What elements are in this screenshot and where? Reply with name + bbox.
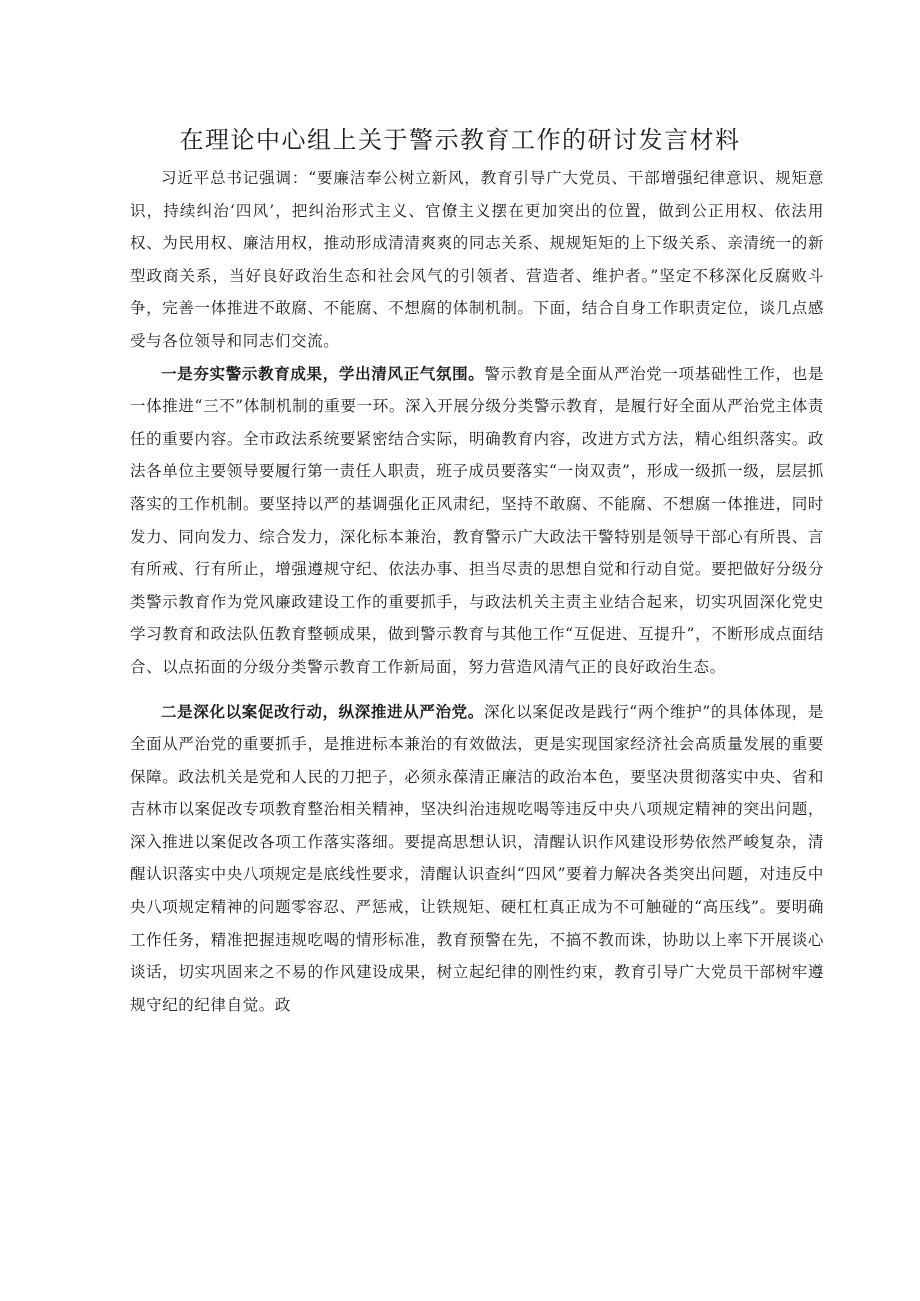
document-body	[130, 162, 824, 1021]
paragraph-point-one-heading: 一是夯实警示教育成果，学出清风正气氛围。	[161, 363, 485, 383]
paragraph-point-two	[130, 696, 824, 1022]
paragraph-point-two-text: 深化以案促改是践行“两个维护”的具体体现，是全面从严治党的重要抓手，是推进标本兼治的有效做法，更是实现国家经济社会高质量发展的重要保障。政法机关是党和人民的刀把子，必须永葆清正廉洁的政治本色，要坚决贯彻落实中央、省和吉林市以案促改专项教育整治相关精神，坚决纠治违规吃喝等违反中央八项规定精神的突出问题，深入推进以案促改各项工作落实落细。要提高思想认识，清醒认识作风建设形势依然严峻复杂，清醒认识落实中央八项规定是底线性要求，清醒认识查纠“四风”要着力解决各类突出问题，对违反中央八项规定精神的问题零容忍、严惩戒，让铁规矩、硬杠杠真正成为不可触碰的“高压线”。要明确工作任务，精准把握违规吃喝的情形标准，教育预警在先，不搞不教而诛，协助以上率下开展谈心谈话，切实巩固来之不易的作风建设成果，树立起纪律的刚性约束，教育引导广大党员干部树牢遵规守纪的纪律自觉。政	[130, 702, 824, 1014]
paragraph-point-one-text: 警示教育是全面从严治党一项基础性工作，也是一体推进“三不”体制机制的重要一环。深入开展分级分类警示教育，是履行好全面从严治党主体责任的重要内容。全市政法系统要紧密结合实际，明确教育内容，改进方式方法，精心组织落实。政法各单位主要领导要履行第一责任人职责，班子成员要落实“一岗双责”，形成一级抓一级，层层抓落实的工作机制。要坚持以严的基调强化正风肃纪，坚持不敢腐、不能腐、不想腐一体推进，同时发力、同向发力、综合发力，深化标本兼治，教育警示广大政法干警特别是领导干部心有所畏、言有所戒、行有所止，增强遵规守纪、依法办事、担当尽责的思想自觉和行动自觉。要把做好分级分类警示教育作为党风廉政建设工作的重要抓手，与政法机关主责主业结合起来，切实巩固深化党史学习教育和政法队伍教育整顿成果，做到警示教育与其他工作“互促进、互提升”，不断形成点面结合、以点拓面的分级分类警示教育工作新局面，努力营造风清气正的良好政治生态。	[130, 364, 824, 676]
paragraph-point-one	[130, 358, 824, 684]
paragraph-intro-text: 习近平总书记强调：“要廉洁奉公树立新风，教育引导广大党员、干部增强纪律意识、规矩意识，持续纠治‘四风’，把纠治形式主义、官僚主义摆在更加突出的位置，做到公正用权、依法用权、为民用权、廉洁用权，推动形成清清爽爽的同志关系、规规矩矩的上下级关系、亲清统一的新型政商关系，当好良好政治生态和社会风气的引领者、营造者、维护者。”坚定不移深化反腐败斗争，完善一体推进不敢腐、不能腐、不想腐的体制机制。下面，结合自身工作职责定位，谈几点感受与各位领导和同志们交流。	[130, 169, 824, 350]
paragraph-intro	[130, 162, 824, 358]
document-title: 在理论中心组上关于警示教育工作的研讨发言材料	[179, 126, 741, 154]
paragraph-point-two-heading: 二是深化以案促改行动，纵深推进从严治党。	[161, 701, 484, 721]
